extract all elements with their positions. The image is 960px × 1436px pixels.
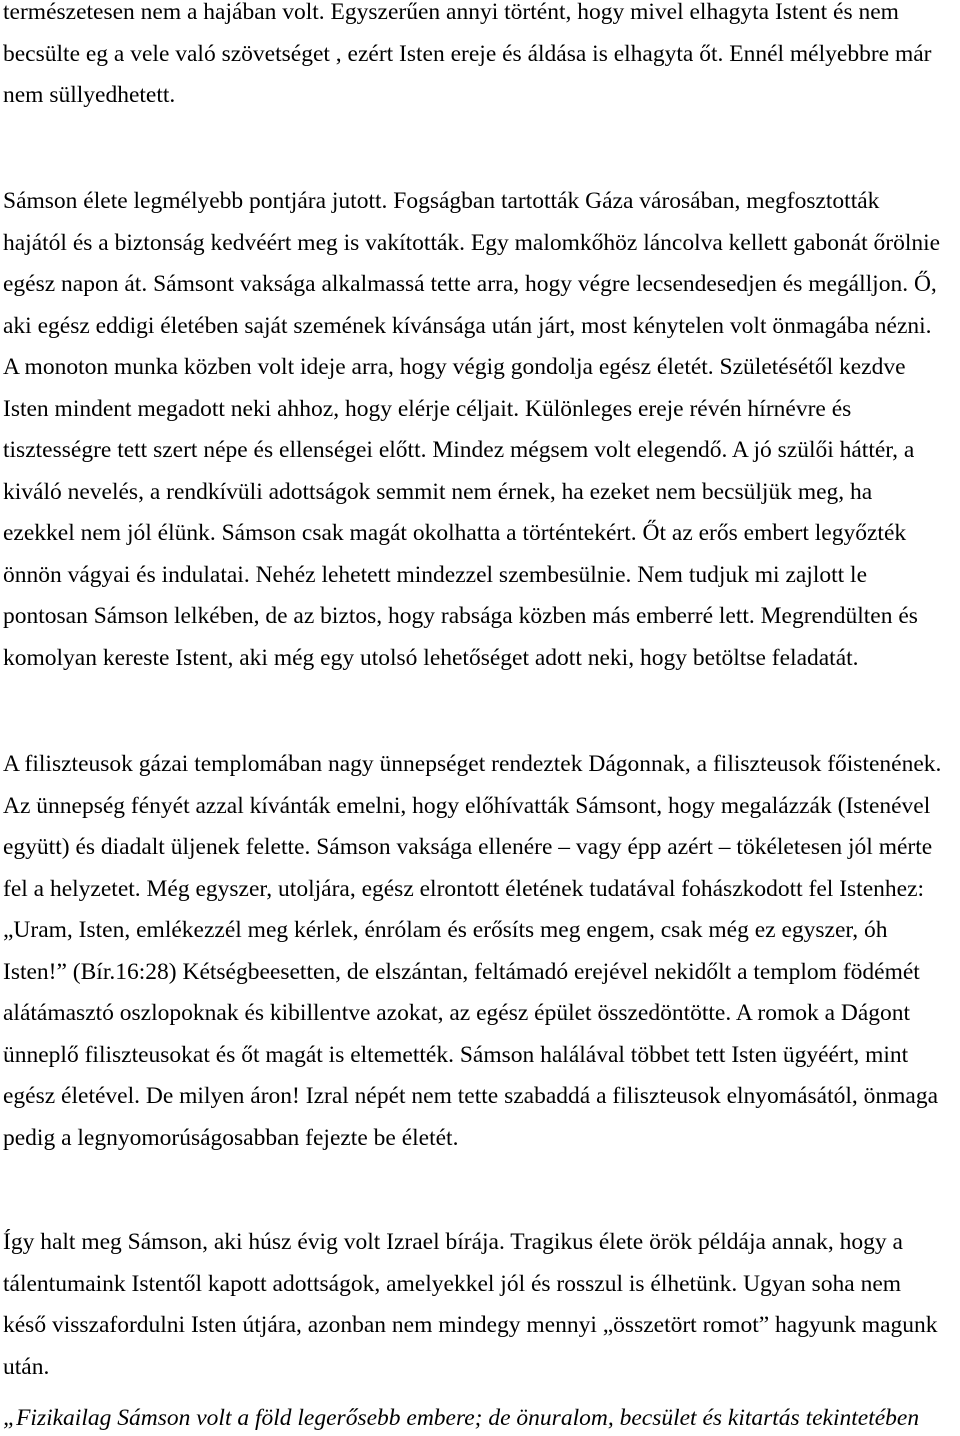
text-line: Az ünnepség fényét azzal kívánták emelni, hogy előhívatták Sámsont, hogy megalázzák (Istenével bbox=[3, 792, 931, 819]
text-line: Sámson élete legmélyebb pontjára jutott. Fogságban tartották Gáza városában, megfosztották bbox=[3, 188, 880, 214]
text-line: késő visszafordulni Isten útjára, azonban nem mindegy mennyi „összetört romot” hagyunk magunk bbox=[3, 1312, 938, 1338]
text-line: pedig a legnyomorúságosabban fejezte be életét. bbox=[3, 1124, 459, 1151]
text-line: önnön vágyai és indulatai. Nehéz lehetett mindezzel szembesülnie. Nem tudjuk mi zajlott le bbox=[3, 561, 868, 588]
paragraph-4 bbox=[3, 1222, 957, 1388]
text-line: „Fizikailag Sámson volt a föld legerősebb embere; de önuralom, becsület és kitartás tekintetében bbox=[3, 1405, 920, 1431]
text-line: együtt) és diadalt üljenek felette. Sámson vaksága ellenére – vagy épp azért – tökéletesen jól mérte bbox=[3, 834, 933, 860]
text-line: kiváló nevelés, a rendkívüli adottságok semmit nem érnek, ha ezeket nem becsüljük meg, ha bbox=[3, 478, 873, 505]
text-line: pontosan Sámson lelkében, de az biztos, hogy rabsága közben más emberré lett. Megrendülten és bbox=[3, 603, 918, 629]
text-line: komolyan kereste Istent, aki még egy utolsó lehetőséget adott neki, hogy betöltse feladatát. bbox=[3, 644, 859, 671]
text-line: A filiszteusok gázai templomában nagy ünnepséget rendeztek Dágonnak, a filiszteusok főistenének. bbox=[3, 751, 942, 777]
text-line: aki egész eddigi életében saját szemének kívánsága után járt, most kénytelen volt önmagába nézni. bbox=[3, 312, 932, 339]
text-line: nem süllyedhetett. bbox=[3, 82, 176, 108]
text-line: Így halt meg Sámson, aki húsz évig volt Izrael bírája. Tragikus élete örök példája annak, hogy a bbox=[3, 1229, 903, 1255]
paragraph-2 bbox=[3, 181, 957, 679]
text-line: tisztességre tett szert népe és ellenségei előtt. Mindez mégsem volt elegendő. A jó szülői háttér, a bbox=[3, 437, 915, 463]
text-line: után. bbox=[3, 1353, 50, 1380]
text-line: ünneplő filiszteusokat és őt magát is eltemették. Sámson halálával többet tett Isten ügyéért, mint bbox=[3, 1041, 909, 1068]
text-line: egész életével. De milyen áron! Izral népét nem tette szabaddá a filiszteusok elnyomásától, önmaga bbox=[3, 1083, 939, 1109]
paragraph-3 bbox=[3, 744, 957, 1159]
text-line: ezekkel nem jól élünk. Sámson csak magát okolhatta a történtekért. Őt az erős embert legyőzték bbox=[3, 520, 907, 546]
paragraph-5-quote bbox=[3, 1400, 957, 1436]
text-line: becsülte eg a vele való szövetséget , ezért Isten ereje és áldása is elhagyta őt. Ennél mélyebbre már bbox=[3, 40, 932, 67]
text-line: Isten mindent megadott neki ahhoz, hogy elérje céljait. Különleges ereje révén hírnévre és bbox=[3, 395, 852, 422]
text-line: természetesen nem a hajában volt. Egyszerűen annyi történt, hogy mivel elhagyta Istent és nem bbox=[3, 0, 899, 25]
text-line: alátámasztó oszlopoknak és kibillentve azokat, az egész épület összedöntötte. A romok a Dágont bbox=[3, 1000, 911, 1026]
text-line: egész napon át. Sámsont vaksága alkalmassá tette arra, hogy végre lecsendesedjen és megálljon. Ő, bbox=[3, 271, 937, 297]
paragraph-1 bbox=[3, 0, 957, 117]
text-line: hajától és a biztonság kedvéért meg is vakították. Egy malomkőhöz láncolva kellett gabonát őrölnie bbox=[3, 229, 941, 256]
text-line: tálentumaink Istentől kapott adottságok, amelyekkel jól és rosszul is élhetünk. Ugyan soha nem bbox=[3, 1270, 902, 1297]
text-line: A monoton munka közben volt ideje arra, hogy végig gondolja egész életét. Születésétől kezdve bbox=[3, 354, 906, 380]
text-line: Isten!” (Bír.16:28) Kétségbeesetten, de elszántan, feltámadó erejével nekidőlt a templom födémét bbox=[3, 958, 920, 985]
text-line: „Uram, Isten, emlékezzél meg kérlek, énrólam és erősíts meg engem, csak még ez egyszer, óh bbox=[3, 917, 888, 943]
text-line: fel a helyzetet. Még egyszer, utoljára, egész elrontott életének tudatával fohászkodott fel Istenhez: bbox=[3, 875, 925, 902]
